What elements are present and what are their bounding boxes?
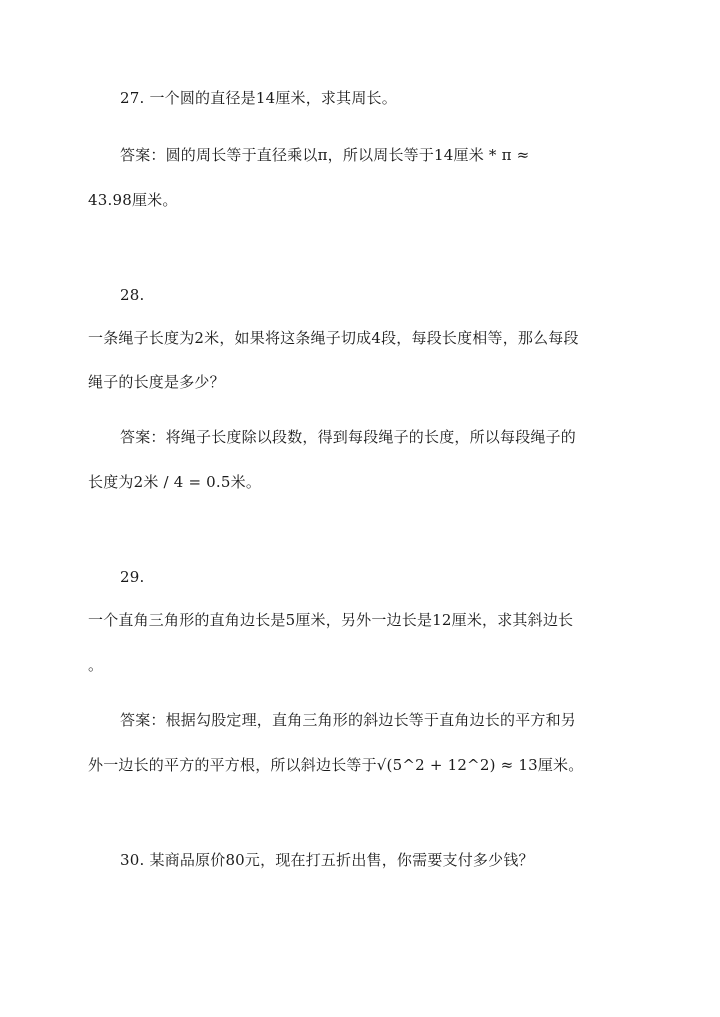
question-text: 某商品原价80元，现在打五折出售，你需要支付多少钱？ [149,851,534,869]
question-30 [120,850,680,870]
answer-29-line-1: 答案：根据勾股定理，直角三角形的斜边长等于直角边长的平方和另 [120,711,577,729]
question-29-number: 29. [120,568,145,586]
question-27 [120,88,680,108]
question-28-number: 28. [120,286,145,304]
question-28-line-2: 绳子的长度是多少？ [88,373,225,391]
answer-29-line-2: 外一边长的平方的平方根，所以斜边长等于√(5^2 + 12^2) ≈ 13厘米。 [88,756,584,774]
question-28-line-1: 一条绳子长度为2米，如果将这条绳子切成4段，每段长度相等，那么每段 [88,329,579,347]
question-29-line-2: 。 [88,656,104,674]
answer-28-line-1: 答案：将绳子长度除以段数，得到每段绳子的长度，所以每段绳子的 [120,428,577,446]
answer-28-line-2: 长度为2米 / 4 = 0.5米。 [88,473,262,491]
question-text: 一个圆的直径是14厘米，求其周长。 [149,89,397,107]
question-29-line-1: 一个直角三角形的直角边长是5厘米，另外一边长是12厘米，求其斜边长 [88,611,574,629]
answer-27-line-1: 答案：圆的周长等于直径乘以π，所以周长等于14厘米 * π ≈ [120,146,530,164]
answer-27-line-2: 43.98厘米。 [88,191,178,209]
question-number: 27. [120,89,145,107]
question-number: 30. [120,851,145,869]
